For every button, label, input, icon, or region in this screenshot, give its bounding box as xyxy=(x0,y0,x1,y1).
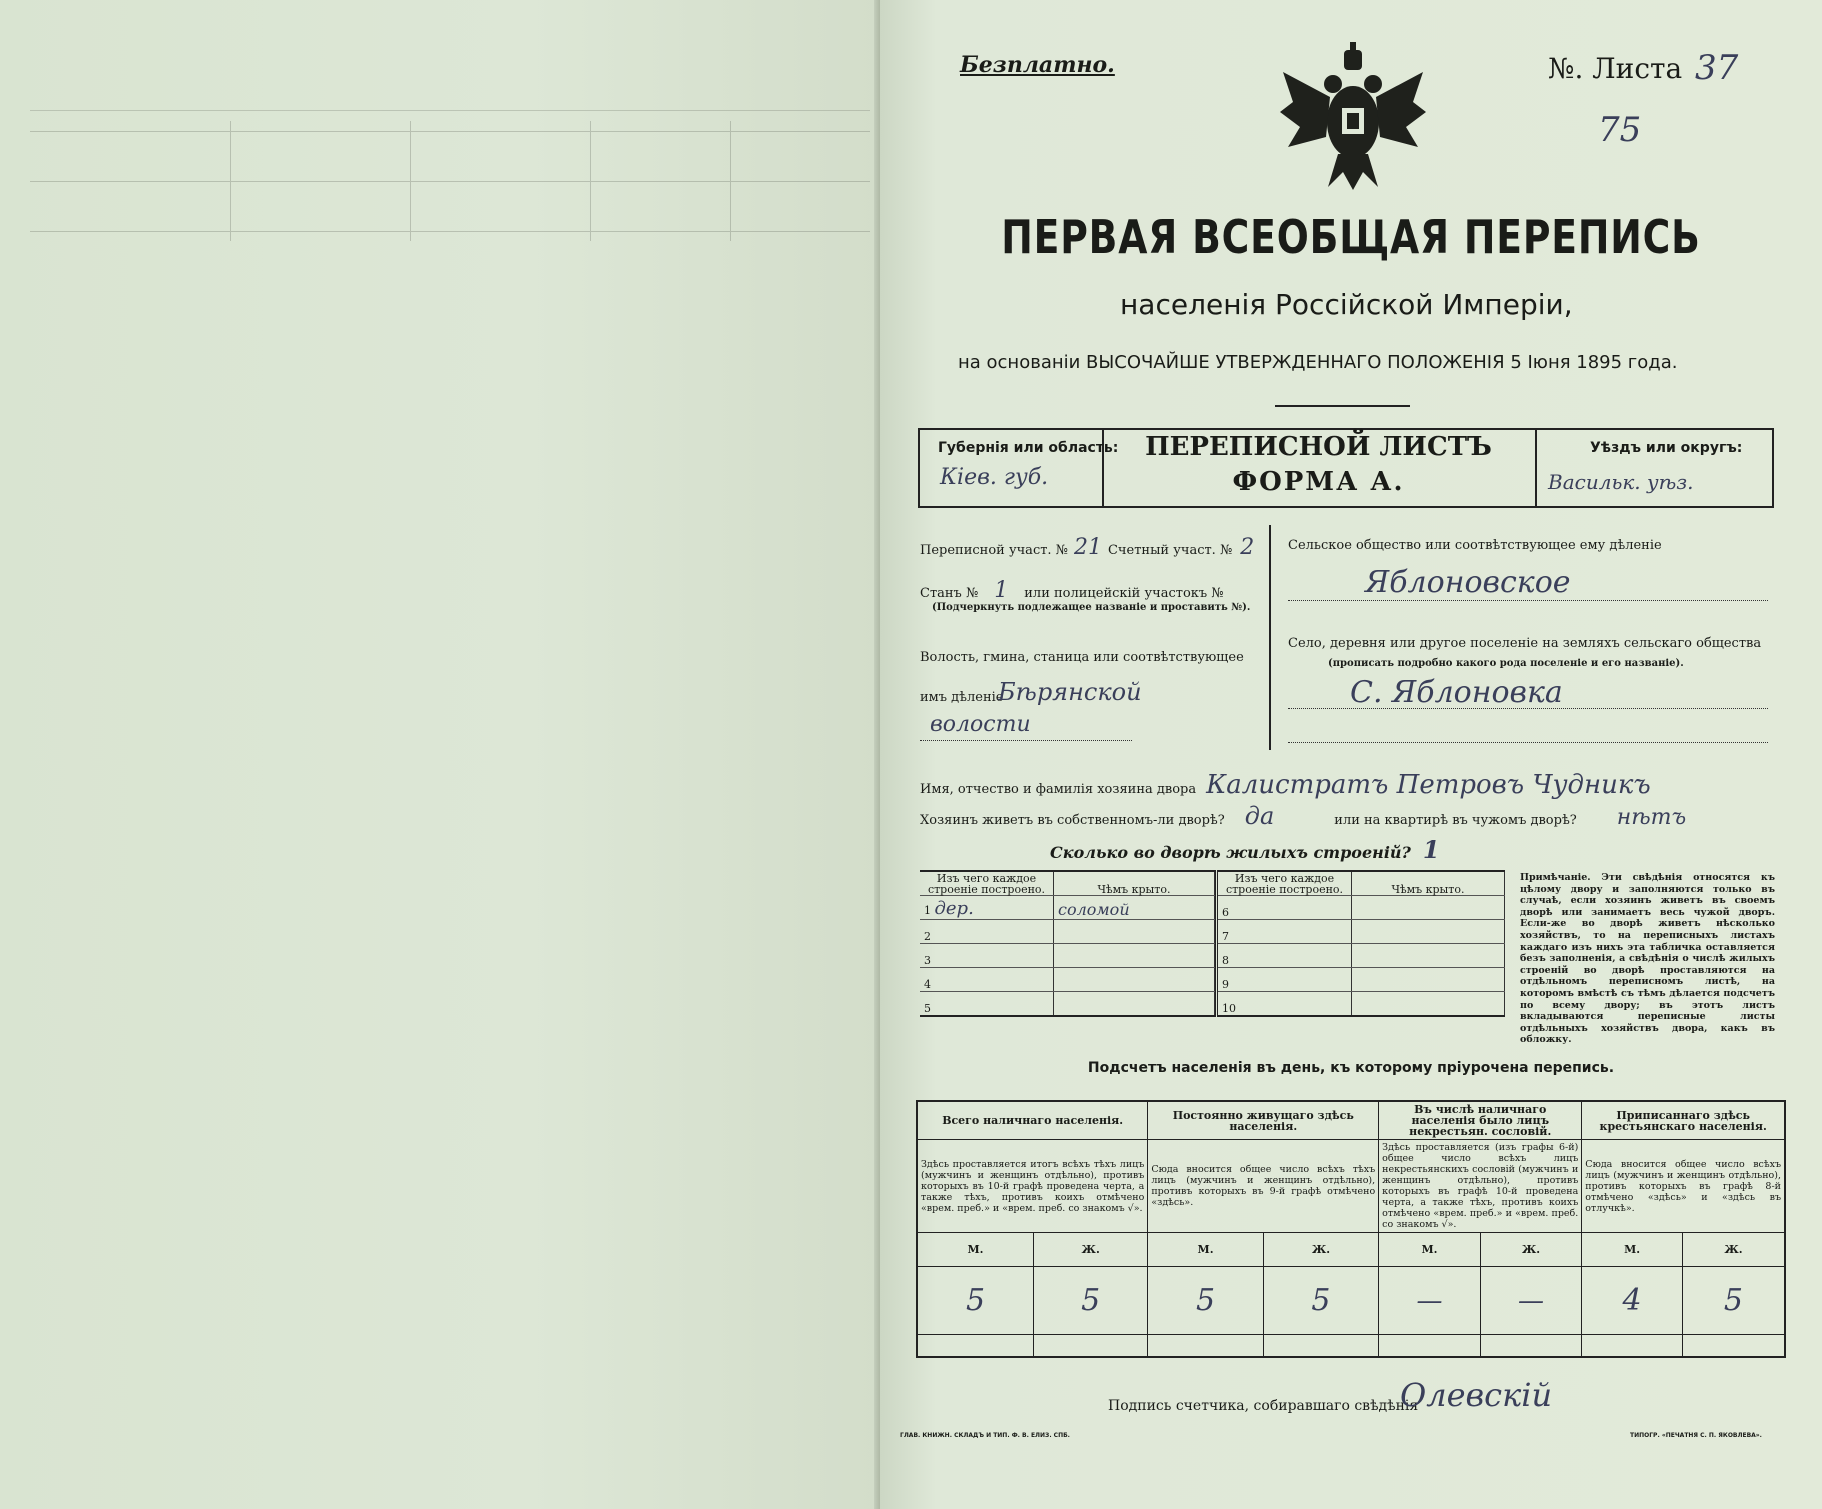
table-row: 3 xyxy=(920,944,1215,968)
lives-label: Хозяинъ живетъ въ собственномъ-ли дворѣ? xyxy=(920,813,1225,828)
free-label: Безплатно. xyxy=(960,52,1115,78)
lives-value: да xyxy=(1244,802,1275,830)
population-values-row xyxy=(917,1267,1785,1335)
table-row: 1 дер. соломой xyxy=(920,896,1215,920)
selo-value: С. Яблоновка xyxy=(1350,675,1563,710)
table-row: 4 xyxy=(920,968,1215,992)
col-roof-header-2: Чѣмъ крыто. xyxy=(1352,871,1505,896)
owner-value: Калистратъ Петровъ Чудникъ xyxy=(1206,770,1651,800)
or-value: нѣтъ xyxy=(1616,805,1687,830)
col-m: М. xyxy=(1148,1233,1263,1267)
printer-right: ТИПОГР. «ПЕЧАТНЯ С. П. ЯКОВЛЕВА». xyxy=(1630,1432,1762,1439)
guberniya-value: Кiев. губ. xyxy=(940,465,1049,490)
col-m: М. xyxy=(1582,1233,1683,1267)
value-crest-zh: 5 xyxy=(1682,1267,1785,1335)
police-label: или полицейскій участокъ № xyxy=(1024,586,1224,601)
census-title: ПЕРВАЯ ВСЕОБЩАЯ ПЕРЕПИСЬ xyxy=(1001,210,1701,264)
group-header-crest: Приписаннаго здѣсь крестьянскаго населенія. xyxy=(1582,1101,1785,1140)
schetny-label: Счетный участ. № xyxy=(1107,543,1233,558)
value-total-m: 5 xyxy=(917,1267,1034,1335)
buildings-table-right xyxy=(1215,870,1505,1017)
perep-uchast-label: Переписной участ. № xyxy=(920,543,1068,558)
col-m: М. xyxy=(917,1233,1034,1267)
census-form-page xyxy=(880,0,1822,1509)
schetny-value: 2 xyxy=(1240,535,1255,560)
selo-label: Село, деревня или другое поселеніе на земляхъ сельскаго общества xyxy=(1288,636,1762,651)
printer-left: ГЛАВ. КНИЖН. СКЛАДЪ И ТИП. Ф. В. ЕЛИЗ. СПБ. xyxy=(900,1432,1070,1439)
underline-note: (Подчеркнуть подлежащее названіе и проставить №). xyxy=(932,602,1251,613)
group-desc-crest: Сюда вносится общее число всѣхъ лицъ (мужчинъ и женщинъ отдѣльно), противъ которыхъ въ графѣ 8-й отмѣчено «здѣсь» и «здѣсь въ отлучкѣ». xyxy=(1582,1140,1785,1233)
buildings-value: 1 xyxy=(1422,835,1440,864)
census-subtitle: населенія Россійской Имперіи, xyxy=(1120,288,1573,321)
uezd-value: Васильк. уѣз. xyxy=(1548,470,1694,494)
value-permanent-m: 5 xyxy=(1148,1267,1263,1335)
table-row: 2 xyxy=(920,920,1215,944)
col-zh: Ж. xyxy=(1682,1233,1785,1267)
table-row: 9 xyxy=(1217,968,1505,992)
value-permanent-zh: 5 xyxy=(1263,1267,1378,1335)
value-total-zh: 5 xyxy=(1034,1267,1148,1335)
signature-value: Олевскiй xyxy=(1400,1376,1553,1414)
group-desc-permanent: Сюда вносится общее число всѣхъ тѣхъ лицъ (мужчинъ и женщинъ отдѣльно), противъ которыхъ въ 9-й графѣ отмѣчено «здѣсь». xyxy=(1148,1140,1379,1233)
double-headed-eagle-emblem xyxy=(1278,42,1428,192)
sheet-number-value: 37 xyxy=(1695,48,1739,88)
uezd-label: Уѣздъ или округъ: xyxy=(1590,440,1743,456)
perep-uchast-value: 21 xyxy=(1073,535,1102,560)
col-zh: Ж. xyxy=(1480,1233,1582,1267)
ornament-divider xyxy=(1275,405,1410,407)
selo-note: (прописать подробно какого рода поселеніе и его названіе). xyxy=(1328,658,1684,669)
volost-label: Волость, гмина, станица или соотвѣтствующее xyxy=(920,650,1244,665)
form-name: ФОРМА А. xyxy=(1232,467,1405,497)
owner-label: Имя, отчество и фамилія хозяина двора xyxy=(920,782,1197,797)
table-row: 6 xyxy=(1217,896,1505,920)
sheet-number-extra: 75 xyxy=(1598,110,1642,150)
table-row: 8 xyxy=(1217,944,1505,968)
value-crest-m: 4 xyxy=(1582,1267,1683,1335)
or-label: или на квартирѣ въ чужомъ дворѣ? xyxy=(1334,813,1577,828)
value-noncrest-zh: — xyxy=(1480,1267,1582,1335)
population-table xyxy=(916,1100,1786,1358)
guberniya-label: Губернія или область: xyxy=(938,440,1119,456)
volost-value-2: волости xyxy=(930,712,1031,737)
table-row: 7 xyxy=(1217,920,1505,944)
col-zh: Ж. xyxy=(1263,1233,1378,1267)
group-header-total: Всего наличнаго населенія. xyxy=(917,1101,1148,1140)
value-noncrest-m: — xyxy=(1379,1267,1481,1335)
stan-label: Станъ № xyxy=(920,586,979,601)
col-material-header-2: Изъ чего каждое строеніе построено. xyxy=(1217,871,1352,896)
stan-value: 1 xyxy=(994,578,1009,603)
signature-label: Подпись счетчика, собиравшаго свѣдѣнія xyxy=(1108,1398,1419,1414)
census-basis: на основаніи ВЫСОЧАЙШЕ УТВЕРЖДЕННАГО ПОЛОЖЕНІЯ 5 Іюня 1895 года. xyxy=(958,352,1678,373)
group-desc-total: Здѣсь проставляется итогъ всѣхъ тѣхъ лицъ (мужчинъ и женщинъ отдѣльно), противъ которыхъ въ 10-й графѣ проведена черта, а также тѣхъ, противъ коихъ отмѣчено «врем. преб.» и «врем. преб. со знакомъ √». xyxy=(917,1140,1148,1233)
show-through-print xyxy=(30,110,870,261)
group-desc-noncrest: Здѣсь проставляется (изъ графы 6-й) общее число всѣхъ лицъ некрестьянскихъ сословій (мужчинъ и женщинъ отдѣльно), противъ которыхъ въ графѣ 10-й проведена черта, а также тѣхъ, противъ коихъ отмѣчено «врем. преб.» и «врем. преб. со знакомъ √». xyxy=(1379,1140,1582,1233)
field-divider xyxy=(1269,525,1271,750)
obshchestvo-value: Яблоновское xyxy=(1365,565,1571,600)
obshchestvo-label: Сельское общество или соотвѣтствующее ему дѣленіе xyxy=(1288,538,1662,553)
buildings-note: Примѣчаніе. Эти свѣдѣнія относятся къ цѣлому двору и заполняются только въ случаѣ, если хозяинъ живетъ въ своемъ дворѣ или занимаетъ весь чужой дворъ. Если-же во дворѣ живетъ нѣсколько хозяйствъ, то на переписныхъ листахъ каждаго изъ нихъ эта табличка оставляется безъ заполненія, а свѣдѣнія о числѣ жилыхъ строеній во дворѣ проставляются на отдѣльномъ переписномъ листѣ, на которомъ вмѣстѣ съ тѣмъ дѣлается подсчетъ по всему двору; въ этотъ листъ вкладываются переписные листы отдѣльныхъ хозяйствъ двора, какъ въ обложку. xyxy=(1520,872,1775,1046)
group-header-permanent: Постоянно живущаго здѣсь населенія. xyxy=(1148,1101,1379,1140)
table-row: 5 xyxy=(920,992,1215,1017)
buildings-label: Сколько во дворѣ жилыхъ строеній? xyxy=(1050,843,1411,862)
left-page xyxy=(0,0,880,1509)
col-roof-header: Чѣмъ крыто. xyxy=(1054,871,1215,896)
volost-label-2: имъ дѣленіе xyxy=(920,690,1004,705)
table-row: 10 xyxy=(1217,992,1505,1017)
sheet-number-label: №. Листа xyxy=(1548,52,1683,85)
sheet-title: ПЕРЕПИСНОЙ ЛИСТЪ xyxy=(1145,432,1492,462)
population-title: Подсчетъ населенія въ день, къ которому пріурочена перепись. xyxy=(1087,1060,1615,1076)
buildings-table-left xyxy=(920,870,1215,1017)
volost-value: Бѣрянской xyxy=(998,678,1142,706)
col-material-header: Изъ чего каждое строеніе построено. xyxy=(920,871,1054,896)
group-header-noncrest: Въ числѣ наличнаго населенія было лицъ некрестьян. сословій. xyxy=(1379,1101,1582,1140)
col-m: М. xyxy=(1379,1233,1481,1267)
col-zh: Ж. xyxy=(1034,1233,1148,1267)
